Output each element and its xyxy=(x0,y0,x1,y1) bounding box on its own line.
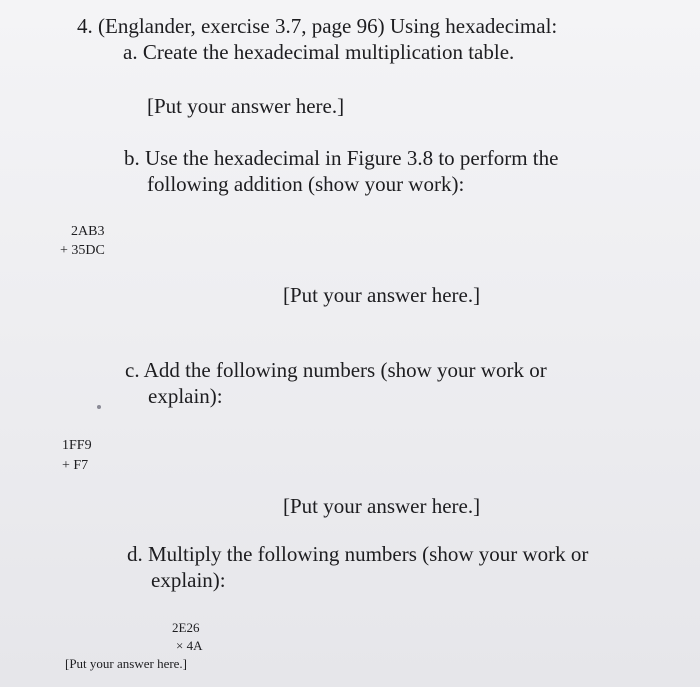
question-title: 4. (Englander, exercise 3.7, page 96) Using hexadecimal: xyxy=(77,14,558,38)
part-c-operand2: + F7 xyxy=(62,458,89,473)
stray-dot-mark xyxy=(97,405,101,409)
part-d-operand1: 2E26 xyxy=(172,620,200,635)
part-c-answer-placeholder: [Put your answer here.] xyxy=(283,494,481,518)
part-c-line1: c. Add the following numbers (show your work or xyxy=(125,358,547,382)
part-c-line2: explain): xyxy=(148,384,223,408)
part-b-answer-placeholder: [Put your answer here.] xyxy=(283,283,481,307)
part-d-answer-placeholder: [Put your answer here.] xyxy=(65,656,188,671)
part-d-line2: explain): xyxy=(151,568,226,592)
part-a-text: a. Create the hexadecimal multiplication table. xyxy=(123,40,515,64)
part-b-line2: following addition (show your work): xyxy=(147,172,465,196)
part-a-answer-placeholder: [Put your answer here.] xyxy=(147,94,345,118)
part-c-operand1: 1FF9 xyxy=(62,438,92,453)
part-d-operand2: × 4A xyxy=(176,638,203,653)
part-b-operand1: 2AB3 xyxy=(71,224,105,239)
part-d-line1: d. Multiply the following numbers (show your work or xyxy=(127,542,589,566)
part-b-line1: b. Use the hexadecimal in Figure 3.8 to perform the xyxy=(124,146,559,170)
part-b-operand2: + 35DC xyxy=(60,243,105,258)
